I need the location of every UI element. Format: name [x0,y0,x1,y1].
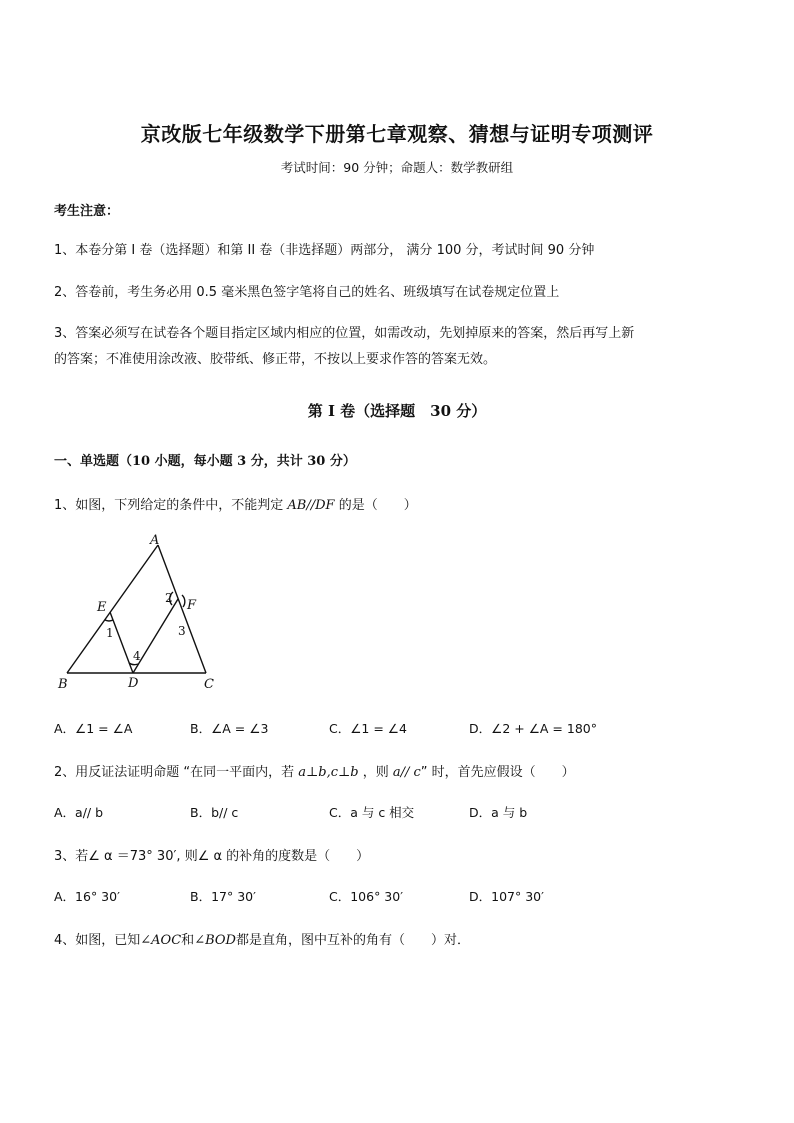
question-3-option-a: A．16° 30′ [54,889,120,904]
angle-4-arc [129,663,138,665]
question-2-option-b: B．b// c [190,805,239,820]
question-1-option-d: D．∠2 + ∠A = 180° [469,721,597,736]
question-1-figure [54,532,234,692]
notice-item-3: 3、答案必须写在试卷各个题目指定区域内相应的位置，如需改动，先划掉原来的答案，然后再写上新 [54,326,635,341]
notice-item-3-continued: 的答案；不准使用涂改液、胶带纸、修正带，不按以上要求作答的答案无效。 [54,352,497,367]
question-3-option-c: C．106° 30′ [329,889,404,904]
angle-1-arc [105,620,113,621]
question-4-math-1: ∠AOC [140,933,182,948]
question-1-suffix: 的是（ ） [338,498,417,513]
question-2-prefix: 2、用反证法证明命题 “在同一平面内，若 [54,765,295,780]
label-d: D [128,676,139,691]
question-4-stem [54,929,470,948]
label-b: B [58,677,68,692]
question-1-option-c: C．∠1 = ∠4 [329,721,407,736]
question-2-math-2: a// c [392,765,421,780]
notice-item-2: 2、答卷前，考生务必用 0.5 毫米黑色签字笔将自己的姓名、班级填写在试卷规定位置上 [54,285,560,300]
question-1-math: AB//DF [287,498,335,513]
document-title: 京改版七年级数学下册第七章观察、猜想与证明专项测评 [140,122,654,146]
question-1-option-a: A．∠1 = ∠A [54,721,133,736]
label-f: F [187,598,197,613]
label-e: E [97,600,107,615]
angle-label-1: 1 [106,626,114,640]
angle-3-arc [182,595,185,607]
question-4-mid: 和 [181,933,195,948]
question-2-mid: ，则 [362,765,389,780]
question-2-suffix: ” 时，首先应假设（ ） [420,765,575,780]
question-3-stem: 3、若∠ α ＝73° 30′, 则∠ α 的补角的度数是（ ） [54,849,370,864]
question-2-option-c: C．a 与 c 相交 [329,805,415,820]
label-c: C [204,677,214,692]
question-4-math-2: ∠BOD [194,933,236,948]
notice-heading: 考生注意： [54,204,120,219]
question-1-prefix: 1、如图，下列给定的条件中，不能判定 [54,498,284,513]
question-2-option-a: A．a// b [54,805,104,820]
side-ac [158,545,206,673]
question-3-option-d: D．107° 30′ [469,889,544,904]
question-2-math-1: a⊥b,c⊥b [298,765,359,780]
angle-label-4: 4 [133,649,141,663]
question-4-prefix: 4、如图，已知 [54,933,141,948]
exam-info: 考试时间：90 分钟；命题人：数学教研组 [280,160,514,175]
part-heading: 一、单选题（10 小题，每小题 3 分，共计 30 分） [54,454,356,469]
question-1-option-b: B．∠A = ∠3 [190,721,269,736]
question-2-option-d: D．a 与 b [469,805,528,820]
question-3-option-b: B．17° 30′ [190,889,256,904]
angle-label-2: 2 [165,591,173,605]
question-1-stem [54,494,417,513]
section-title: 第 I 卷（选择题 30 分） [307,402,487,420]
label-a: A [150,533,160,548]
notice-item-1: 1、本卷分第 I 卷（选择题）和第 II 卷（非选择题）两部分， 满分 100 分，考试时间 90 分钟 [54,243,595,258]
question-2-stem [54,761,575,780]
angle-label-3: 3 [178,624,186,638]
question-4-suffix: 都是直角，图中互补的角有（ ）对． [235,933,470,948]
